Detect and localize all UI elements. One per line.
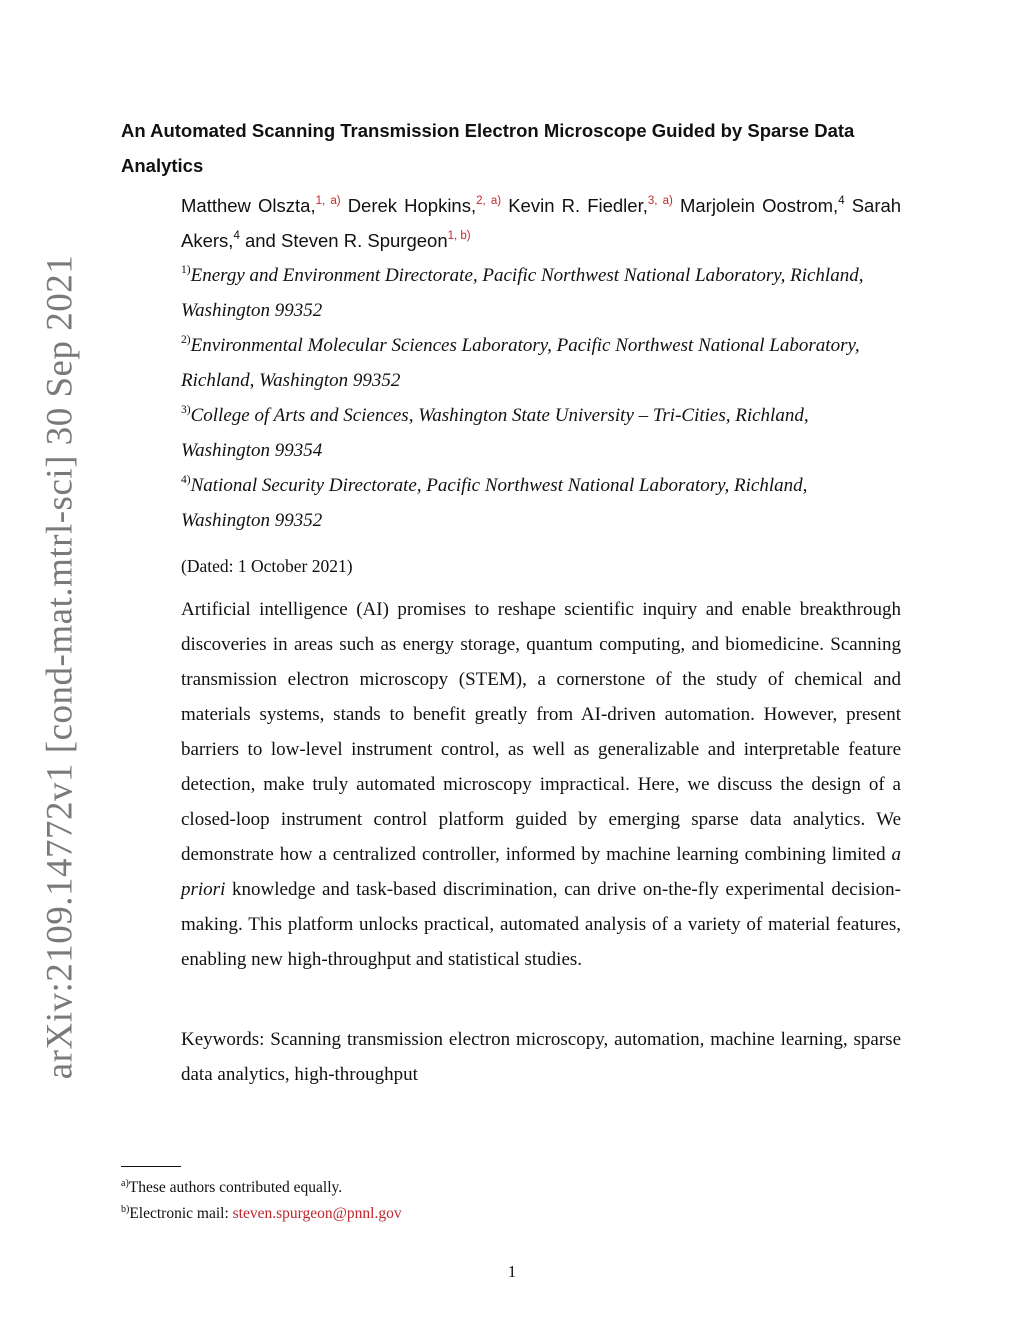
paper-title: An Automated Scanning Transmission Electron Microscope Guided by Sparse Data Analytics xyxy=(121,120,855,176)
footnote-text: Electronic mail: xyxy=(129,1205,233,1222)
author-name: Kevin R. Fiedler, xyxy=(508,195,648,216)
affiliation xyxy=(181,328,901,398)
affiliation xyxy=(181,398,901,468)
affiliation xyxy=(181,258,901,328)
affiliation-text: Energy and Environment Directorate, Pacific Northwest National Laboratory, Richland, Washington 99352 xyxy=(181,265,864,321)
author-list xyxy=(181,188,901,258)
author-affiliation-mark: 1, a) xyxy=(315,195,341,207)
author-name: Matthew Olszta, xyxy=(181,195,316,216)
affiliation-number: 3) xyxy=(181,404,191,416)
footnote-mark: a) xyxy=(121,1178,129,1189)
arxiv-identifier-stamp: arXiv:2109.14772v1 [cond-mat.mtrl-sci] 30 Sep 2021 xyxy=(39,254,81,1080)
abstract-italic-term: a priori xyxy=(181,844,901,900)
affiliation-text: Environmental Molecular Sciences Laboratory, Pacific Northwest National Laboratory, Richland, Washington 99352 xyxy=(181,335,860,391)
author-name: Derek Hopkins, xyxy=(347,195,477,216)
footnote-divider xyxy=(121,1166,181,1167)
author-name: Steven R. Spurgeon xyxy=(281,230,448,251)
affiliation-text: College of Arts and Sciences, Washington State University – Tri-Cities, Richland, Washington 99354 xyxy=(181,405,809,461)
footnote-mark: b) xyxy=(121,1204,130,1215)
author-conjunction: and xyxy=(244,230,276,251)
author-name: Marjolein Oostrom, xyxy=(679,195,839,216)
author-affiliation-mark: 2, a) xyxy=(476,195,502,207)
affiliation-number: 4) xyxy=(181,474,191,486)
author-affiliation-mark: 3, a) xyxy=(647,195,673,207)
email-link[interactable]: steven.spurgeon@pnnl.gov xyxy=(232,1205,402,1222)
footnote xyxy=(121,1177,342,1199)
keywords: Keywords: Scanning transmission electron microscopy, automation, machine learning, sparse data analytics, high-throughput xyxy=(181,1029,901,1085)
abstract-text: Artificial intelligence (AI) promises to reshape scientific inquiry and enable breakthrough discoveries in areas such as energy storage, quantum computing, and biomedicine. Scanning transmission electron microscopy (STEM), a cornerstone of the study of chemical and materials systems, stands to benefit greatly from AI-driven automation. However, present barriers to low-level instrument control, as well as generalizable and interpretable feature detection, make truly automated microscopy impractical. Here, we discuss the design of a closed-loop instrument control platform guided by emerging sparse data analytics. We demonstrate how a centralized controller, informed by machine learning combining limited xyxy=(181,599,901,865)
affiliation-text: National Security Directorate, Pacific Northwest National Laboratory, Richland, Washington 99352 xyxy=(181,475,808,531)
abstract xyxy=(181,592,901,977)
footnote-text: These authors contributed equally. xyxy=(128,1179,343,1196)
author-name: Sarah Akers, xyxy=(181,195,902,251)
affiliation-number: 1) xyxy=(181,264,191,276)
abstract-text: knowledge and task-based discrimination, can drive on-the-fly experimental decision-making. This platform unlocks practical, automated analysis of a variety of material features, enabling new high-throughput and statistical studies. xyxy=(181,879,902,970)
page-number: 1 xyxy=(507,1262,517,1281)
affiliation-number: 2) xyxy=(181,334,191,346)
footnote xyxy=(121,1203,402,1225)
date-line: (Dated: 1 October 2021) xyxy=(181,556,353,576)
author-affiliation-mark: 4 xyxy=(838,195,845,207)
author-affiliation-mark: 4 xyxy=(233,230,240,242)
affiliation xyxy=(181,468,901,538)
author-affiliation-mark: 1, b) xyxy=(447,230,471,242)
